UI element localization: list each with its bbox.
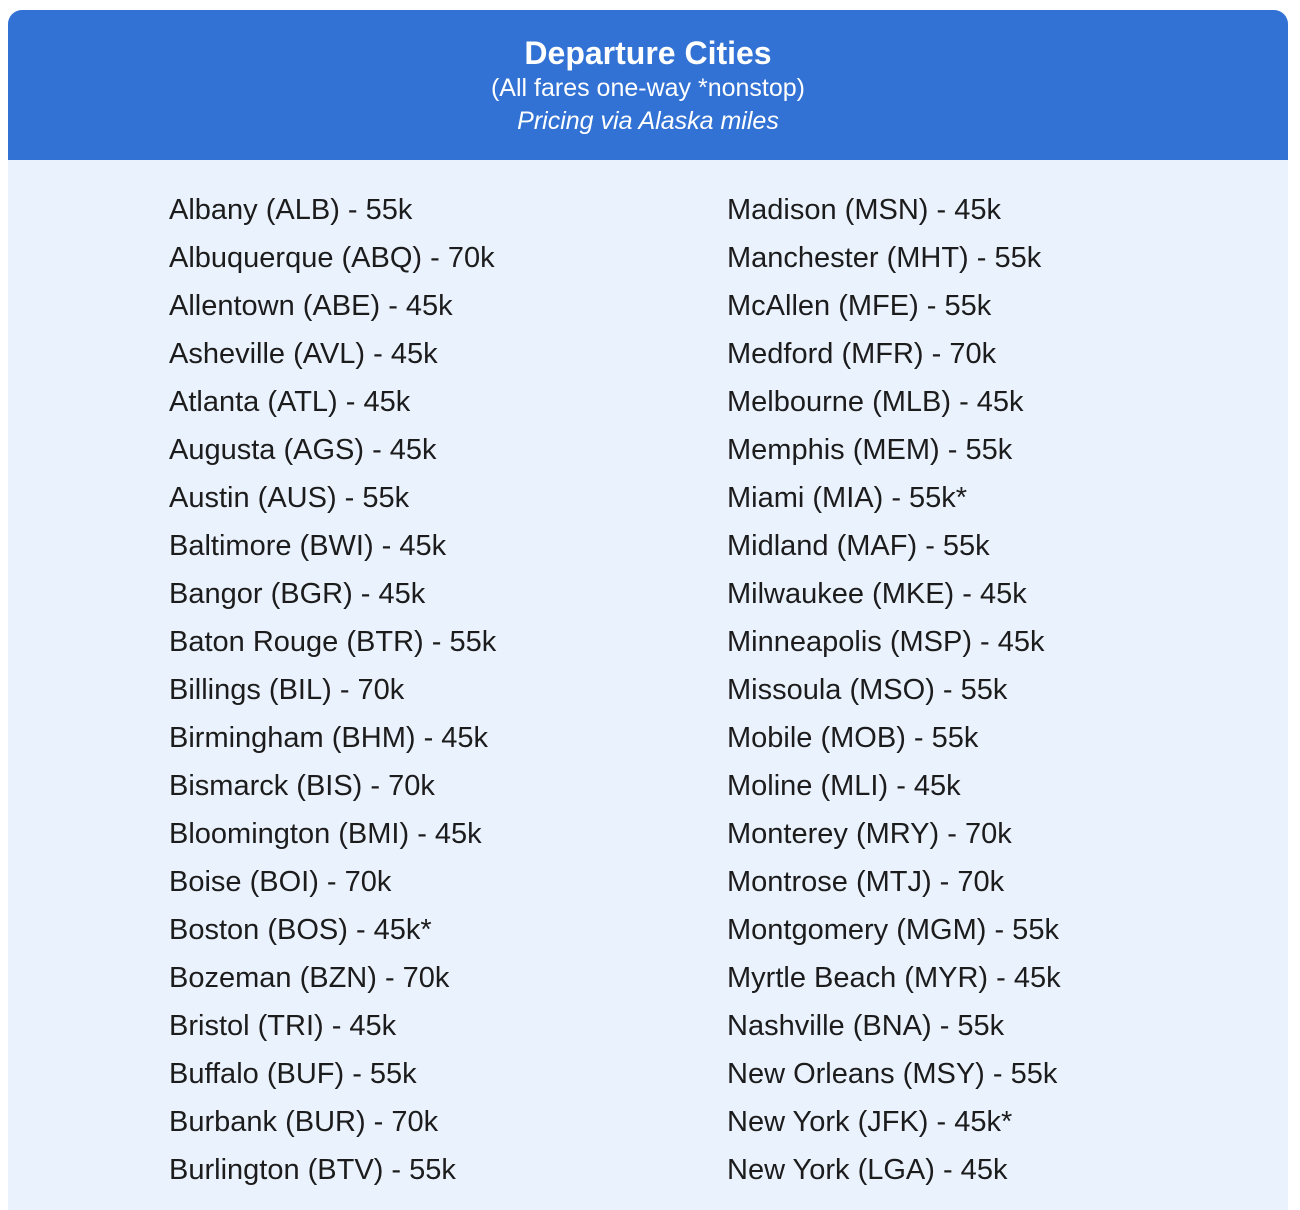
city-fare-item: Mobile (MOB) - 55k: [727, 722, 979, 754]
city-fare-item: Missoula (MSO) - 55k: [727, 674, 1008, 706]
pricing-note: Pricing via Alaska miles: [517, 107, 779, 135]
city-fare-item: New York (LGA) - 45k: [727, 1154, 1008, 1186]
city-list-left: [169, 186, 496, 1194]
fares-subtitle: (All fares one-way *nonstop): [490, 74, 806, 102]
city-fare-item: Augusta (AGS) - 45k: [169, 434, 437, 466]
card-header: [8, 10, 1288, 160]
city-list-right: [727, 186, 1061, 1194]
city-fare-item: Bristol (TRI) - 45k: [169, 1010, 397, 1042]
city-fare-item: Allentown (ABE) - 45k: [169, 290, 453, 322]
page-title: Departure Cities: [524, 35, 772, 71]
city-fare-item: Moline (MLI) - 45k: [727, 770, 961, 802]
city-fare-item: Milwaukee (MKE) - 45k: [727, 578, 1027, 610]
city-fare-item: Miami (MIA) - 55k*: [727, 482, 968, 514]
city-fare-item: Monterey (MRY) - 70k: [727, 818, 1012, 850]
city-fare-item: Minneapolis (MSP) - 45k: [727, 626, 1045, 658]
city-fare-item: Nashville (BNA) - 55k: [727, 1010, 1005, 1042]
city-fare-item: Midland (MAF) - 55k: [727, 530, 990, 562]
city-fare-item: Bismarck (BIS) - 70k: [169, 770, 435, 802]
city-fare-item: Birmingham (BHM) - 45k: [169, 722, 489, 754]
city-fare-item: Albuquerque (ABQ) - 70k: [169, 242, 495, 274]
city-fare-item: Montrose (MTJ) - 70k: [727, 866, 1005, 898]
city-fare-item: New Orleans (MSY) - 55k: [727, 1058, 1058, 1090]
city-fare-item: Burlington (BTV) - 55k: [169, 1154, 456, 1186]
city-fare-item: Boston (BOS) - 45k*: [169, 914, 432, 946]
city-fare-item: Baltimore (BWI) - 45k: [169, 530, 447, 562]
city-fare-item: Montgomery (MGM) - 55k: [727, 914, 1059, 946]
city-fare-item: Bozeman (BZN) - 70k: [169, 962, 450, 994]
city-fare-item: Boise (BOI) - 70k: [169, 866, 392, 898]
city-fare-item: Memphis (MEM) - 55k: [727, 434, 1013, 466]
city-fare-item: Baton Rouge (BTR) - 55k: [169, 626, 497, 658]
city-fare-item: Madison (MSN) - 45k: [727, 194, 1001, 226]
departure-cities-card: [8, 10, 1288, 1210]
city-fare-item: Billings (BIL) - 70k: [169, 674, 405, 706]
city-fare-item: Bloomington (BMI) - 45k: [169, 818, 482, 850]
city-fare-item: Asheville (AVL) - 45k: [169, 338, 438, 370]
city-fare-item: Melbourne (MLB) - 45k: [727, 386, 1024, 418]
city-fare-item: Atlanta (ATL) - 45k: [169, 386, 411, 418]
city-fare-item: Albany (ALB) - 55k: [169, 194, 413, 226]
city-fare-item: Manchester (MHT) - 55k: [727, 242, 1042, 274]
city-fare-item: McAllen (MFE) - 55k: [727, 290, 992, 322]
city-fare-item: Burbank (BUR) - 70k: [169, 1106, 439, 1138]
city-fare-item: New York (JFK) - 45k*: [727, 1106, 1013, 1138]
city-fare-item: Medford (MFR) - 70k: [727, 338, 997, 370]
city-fare-item: Austin (AUS) - 55k: [169, 482, 410, 514]
city-fare-item: Bangor (BGR) - 45k: [169, 578, 426, 610]
city-fare-item: Buffalo (BUF) - 55k: [169, 1058, 417, 1090]
city-fare-item: Myrtle Beach (MYR) - 45k: [727, 962, 1061, 994]
